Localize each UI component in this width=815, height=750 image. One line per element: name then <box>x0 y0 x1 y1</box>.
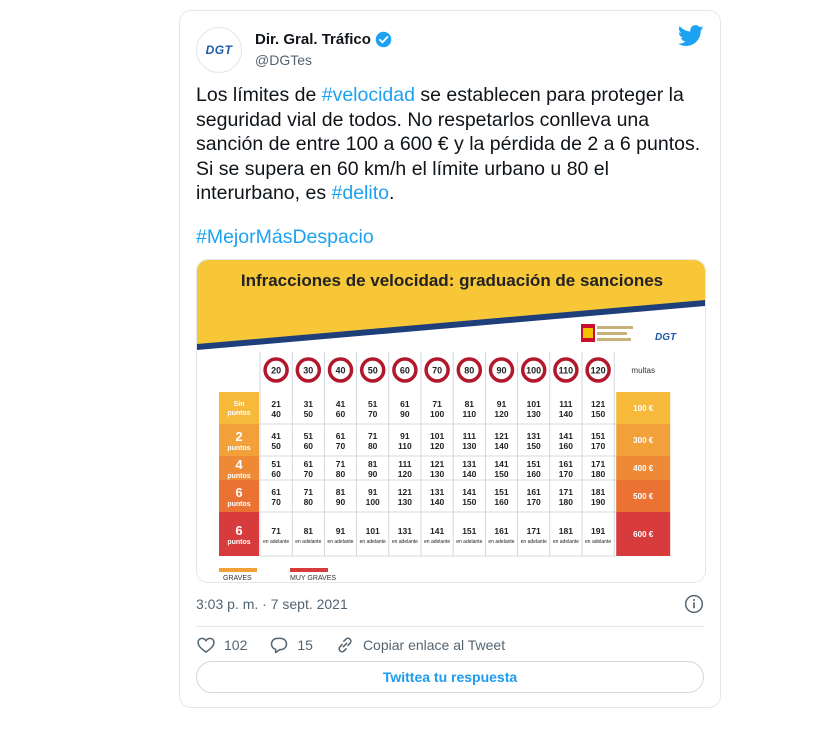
fine-amount: 300 € <box>633 436 654 445</box>
speed-range-to: 150 <box>591 409 606 419</box>
speed-range-from: 81 <box>464 399 475 409</box>
copy-link-action[interactable] <box>335 635 505 655</box>
speed-range-from: 121 <box>397 487 412 497</box>
speed-range-from: 31 <box>303 399 314 409</box>
speed-range-to: 60 <box>303 441 314 451</box>
reply-icon <box>269 635 289 655</box>
tweet-actions <box>196 631 527 659</box>
points-number: 2 <box>235 429 243 444</box>
speed-range-from: 151 <box>494 487 509 497</box>
speed-range-to: 140 <box>558 409 573 419</box>
speed-range-from: 61 <box>335 431 346 441</box>
like-action[interactable] <box>196 635 247 655</box>
speed-range-to: 130 <box>430 469 445 479</box>
legend-muy-graves-swatch <box>290 568 328 572</box>
speed-range-from: 171 <box>558 487 573 497</box>
speed-range-to: en adelante <box>295 539 322 545</box>
speed-range-from: 161 <box>526 487 541 497</box>
points-number: 6 <box>235 485 243 500</box>
speed-range-from: 91 <box>496 399 507 409</box>
speed-range-to: 70 <box>335 441 346 451</box>
speed-range-from: 151 <box>591 431 606 441</box>
speed-range-to: en adelante <box>327 539 354 545</box>
speed-range-to: en adelante <box>391 539 418 545</box>
speed-range-to: 150 <box>494 469 509 479</box>
points-number: 6 <box>235 523 243 538</box>
speed-range-from: 51 <box>367 399 378 409</box>
speed-range-to: en adelante <box>424 539 451 545</box>
speed-range-to: 160 <box>494 497 509 507</box>
fine-amount: 500 € <box>633 492 654 501</box>
speed-limit-value: 120 <box>590 365 606 376</box>
speed-range-from: 81 <box>335 487 346 497</box>
tweet-text-part: . <box>388 182 395 204</box>
speed-range-to: 140 <box>430 497 445 507</box>
infographic <box>197 260 705 582</box>
speed-range-to: en adelante <box>520 539 547 545</box>
speed-range-to: 110 <box>398 441 412 451</box>
link-icon <box>335 635 355 655</box>
speed-range-from: 141 <box>462 487 477 497</box>
speed-range-to: 80 <box>335 469 346 479</box>
speed-range-to: 180 <box>591 469 606 479</box>
speed-range-from: 101 <box>430 431 445 441</box>
twitter-bird-icon[interactable] <box>678 25 704 47</box>
speed-range-from: 111 <box>462 431 476 441</box>
speed-range-from: 131 <box>430 487 445 497</box>
speed-range-to: 100 <box>365 497 380 507</box>
speed-range-to: 190 <box>591 497 606 507</box>
speed-range-from: 171 <box>526 526 541 536</box>
heart-icon <box>196 635 216 655</box>
tweet-image[interactable] <box>196 259 706 583</box>
tweet-text <box>196 83 706 206</box>
fine-amount: 100 € <box>633 404 654 413</box>
tweet-timestamp[interactable]: 3:03 p. m. · 7 sept. 2021 <box>196 596 348 612</box>
speed-limit-value: 90 <box>496 365 507 376</box>
speed-range-to: 90 <box>335 497 346 507</box>
speed-range-to: 130 <box>462 441 477 451</box>
speed-range-from: 71 <box>432 399 442 409</box>
speed-range-from: 61 <box>271 487 281 497</box>
author-name[interactable]: Dir. Gral. Tráfico <box>255 31 371 48</box>
speed-range-to: 40 <box>271 409 281 419</box>
speed-range-to: 150 <box>526 441 541 451</box>
speed-limit-value: 80 <box>464 365 475 376</box>
speed-range-to: 160 <box>526 469 541 479</box>
speed-range-to: 140 <box>494 441 509 451</box>
speed-range-to: en adelante <box>263 539 290 545</box>
speed-range-to: 120 <box>397 469 412 479</box>
speed-limit-value: 30 <box>303 365 314 376</box>
speed-range-from: 131 <box>397 526 412 536</box>
speed-range-to: 120 <box>494 409 509 419</box>
verified-badge-icon <box>375 31 392 48</box>
reply-count: 15 <box>297 637 313 653</box>
speed-range-to: en adelante <box>552 539 579 545</box>
speed-range-from: 101 <box>365 526 380 536</box>
speed-range-from: 61 <box>303 459 314 469</box>
speed-range-to: 160 <box>558 441 573 451</box>
speed-range-to: 70 <box>303 469 314 479</box>
speed-range-from: 191 <box>591 526 606 536</box>
speed-limit-value: 70 <box>432 365 443 376</box>
hashtag-delito-link[interactable]: #delito <box>331 182 389 204</box>
tweet-tags <box>196 225 374 249</box>
fines-header: multas <box>631 366 655 375</box>
speed-range-to: 60 <box>271 469 281 479</box>
speed-limit-value: 40 <box>335 365 346 376</box>
speed-range-from: 161 <box>494 526 509 536</box>
speed-range-to: 50 <box>303 409 314 419</box>
speed-limit-value: 50 <box>367 365 378 376</box>
legend-graves: GRAVES <box>223 575 252 582</box>
tweet-text-part: Los límites de <box>196 84 322 106</box>
hashtag-mejormasdespacio-link[interactable]: #MejorMásDespacio <box>196 226 374 248</box>
speed-range-from: 141 <box>494 459 509 469</box>
speed-range-from: 91 <box>335 526 346 536</box>
speed-range-to: 50 <box>271 441 281 451</box>
speed-range-to: 120 <box>430 441 445 451</box>
speed-range-to: 110 <box>462 409 477 419</box>
points-unit: puntos <box>227 445 251 452</box>
avatar[interactable] <box>196 27 242 73</box>
speed-range-to: 180 <box>558 497 573 507</box>
speed-range-to: 100 <box>430 409 445 419</box>
speed-limit-value: 20 <box>271 365 282 376</box>
speed-range-from: 41 <box>335 399 346 409</box>
speed-range-to: 170 <box>591 441 606 451</box>
speed-range-from: 51 <box>271 459 281 469</box>
speed-range-from: 101 <box>526 399 541 409</box>
speed-limit-value: 100 <box>526 365 542 376</box>
speed-range-from: 121 <box>430 459 445 469</box>
points-unit: puntos <box>227 539 251 546</box>
tweet-text-part: se establecen para proteger la seguridad vial de todos. No respetarlos conlleva una sanción de entre 100 a 600 € y la pérdida de 2 a 6 puntos. Si se supera en 60 km/h el límite urbano u 80 el interurbano, es <box>196 84 701 204</box>
speed-range-from: 41 <box>271 431 281 441</box>
speed-range-from: 151 <box>462 526 477 536</box>
speed-range-from: 131 <box>462 459 477 469</box>
fine-amount: 400 € <box>633 464 654 473</box>
speed-range-to: 170 <box>558 469 573 479</box>
speed-range-from: 181 <box>591 487 606 497</box>
divider <box>196 626 704 627</box>
speed-range-to: 130 <box>397 497 412 507</box>
speed-range-to: en adelante <box>585 539 612 545</box>
speed-range-from: 121 <box>591 399 606 409</box>
speed-limit-value: 60 <box>399 365 410 376</box>
legend-graves-swatch <box>219 568 257 572</box>
speed-range-to: 90 <box>400 409 410 419</box>
like-count: 102 <box>224 637 248 653</box>
speed-range-from: 81 <box>367 459 378 469</box>
speed-range-from: 71 <box>271 526 281 536</box>
dgt-small-logo: DGT <box>655 332 677 343</box>
speed-range-from: 111 <box>559 399 573 409</box>
speed-range-to: 150 <box>462 497 477 507</box>
speed-limit-value: 110 <box>558 365 574 376</box>
speed-range-from: 121 <box>494 431 509 441</box>
speed-range-to: 130 <box>526 409 541 419</box>
speed-range-to: 90 <box>367 469 378 479</box>
points-label-cell <box>219 392 259 424</box>
speed-range-from: 151 <box>526 459 541 469</box>
points-unit: puntos <box>227 501 251 508</box>
points-number: 4 <box>235 457 243 472</box>
speed-range-from: 91 <box>400 431 410 441</box>
speed-range-from: 141 <box>558 431 573 441</box>
speed-range-to: 60 <box>335 409 346 419</box>
speed-range-to: 70 <box>271 497 281 507</box>
speed-range-from: 111 <box>398 459 412 469</box>
speed-range-from: 51 <box>303 431 314 441</box>
speed-range-to: en adelante <box>359 539 386 545</box>
reply-action[interactable] <box>269 635 313 655</box>
points-label-top: Sin <box>233 401 245 408</box>
speed-range-from: 71 <box>303 487 314 497</box>
speed-range-from: 141 <box>430 526 445 536</box>
speed-range-from: 71 <box>367 431 378 441</box>
speed-range-to: 70 <box>367 409 378 419</box>
infographic-title: Infracciones de velocidad: graduación de sanciones <box>240 271 664 290</box>
tweet-reply-button[interactable]: Twittea tu respuesta <box>196 661 704 693</box>
legend-muy-graves: MUY GRAVES <box>290 575 337 582</box>
speed-range-from: 21 <box>271 399 281 409</box>
speed-range-from: 161 <box>558 459 573 469</box>
speed-range-to: 140 <box>462 469 477 479</box>
fine-amount: 600 € <box>633 530 654 539</box>
points-label-bottom: puntos <box>227 410 251 417</box>
speed-range-from: 61 <box>400 399 410 409</box>
speed-range-from: 131 <box>526 431 541 441</box>
speed-range-from: 171 <box>591 459 606 469</box>
author-handle[interactable]: @DGTes <box>255 52 312 68</box>
government-logo <box>581 324 633 342</box>
tweet-card <box>179 10 721 708</box>
info-icon[interactable] <box>684 594 704 614</box>
hashtag-velocidad-link[interactable]: #velocidad <box>321 84 415 106</box>
speed-range-from: 181 <box>558 526 573 536</box>
speed-range-from: 91 <box>367 487 378 497</box>
speed-range-to: 80 <box>303 497 314 507</box>
author-name-row[interactable] <box>255 31 392 48</box>
points-unit: puntos <box>227 473 251 480</box>
speed-range-to: 80 <box>367 441 378 451</box>
copy-link-label: Copiar enlace al Tweet <box>362 637 506 653</box>
speed-range-from: 81 <box>303 526 314 536</box>
speed-range-to: 170 <box>526 497 541 507</box>
speed-range-to: en adelante <box>488 539 515 545</box>
speed-range-to: en adelante <box>456 539 483 545</box>
speed-range-from: 71 <box>335 459 346 469</box>
dgt-logo: DGT <box>205 43 233 57</box>
